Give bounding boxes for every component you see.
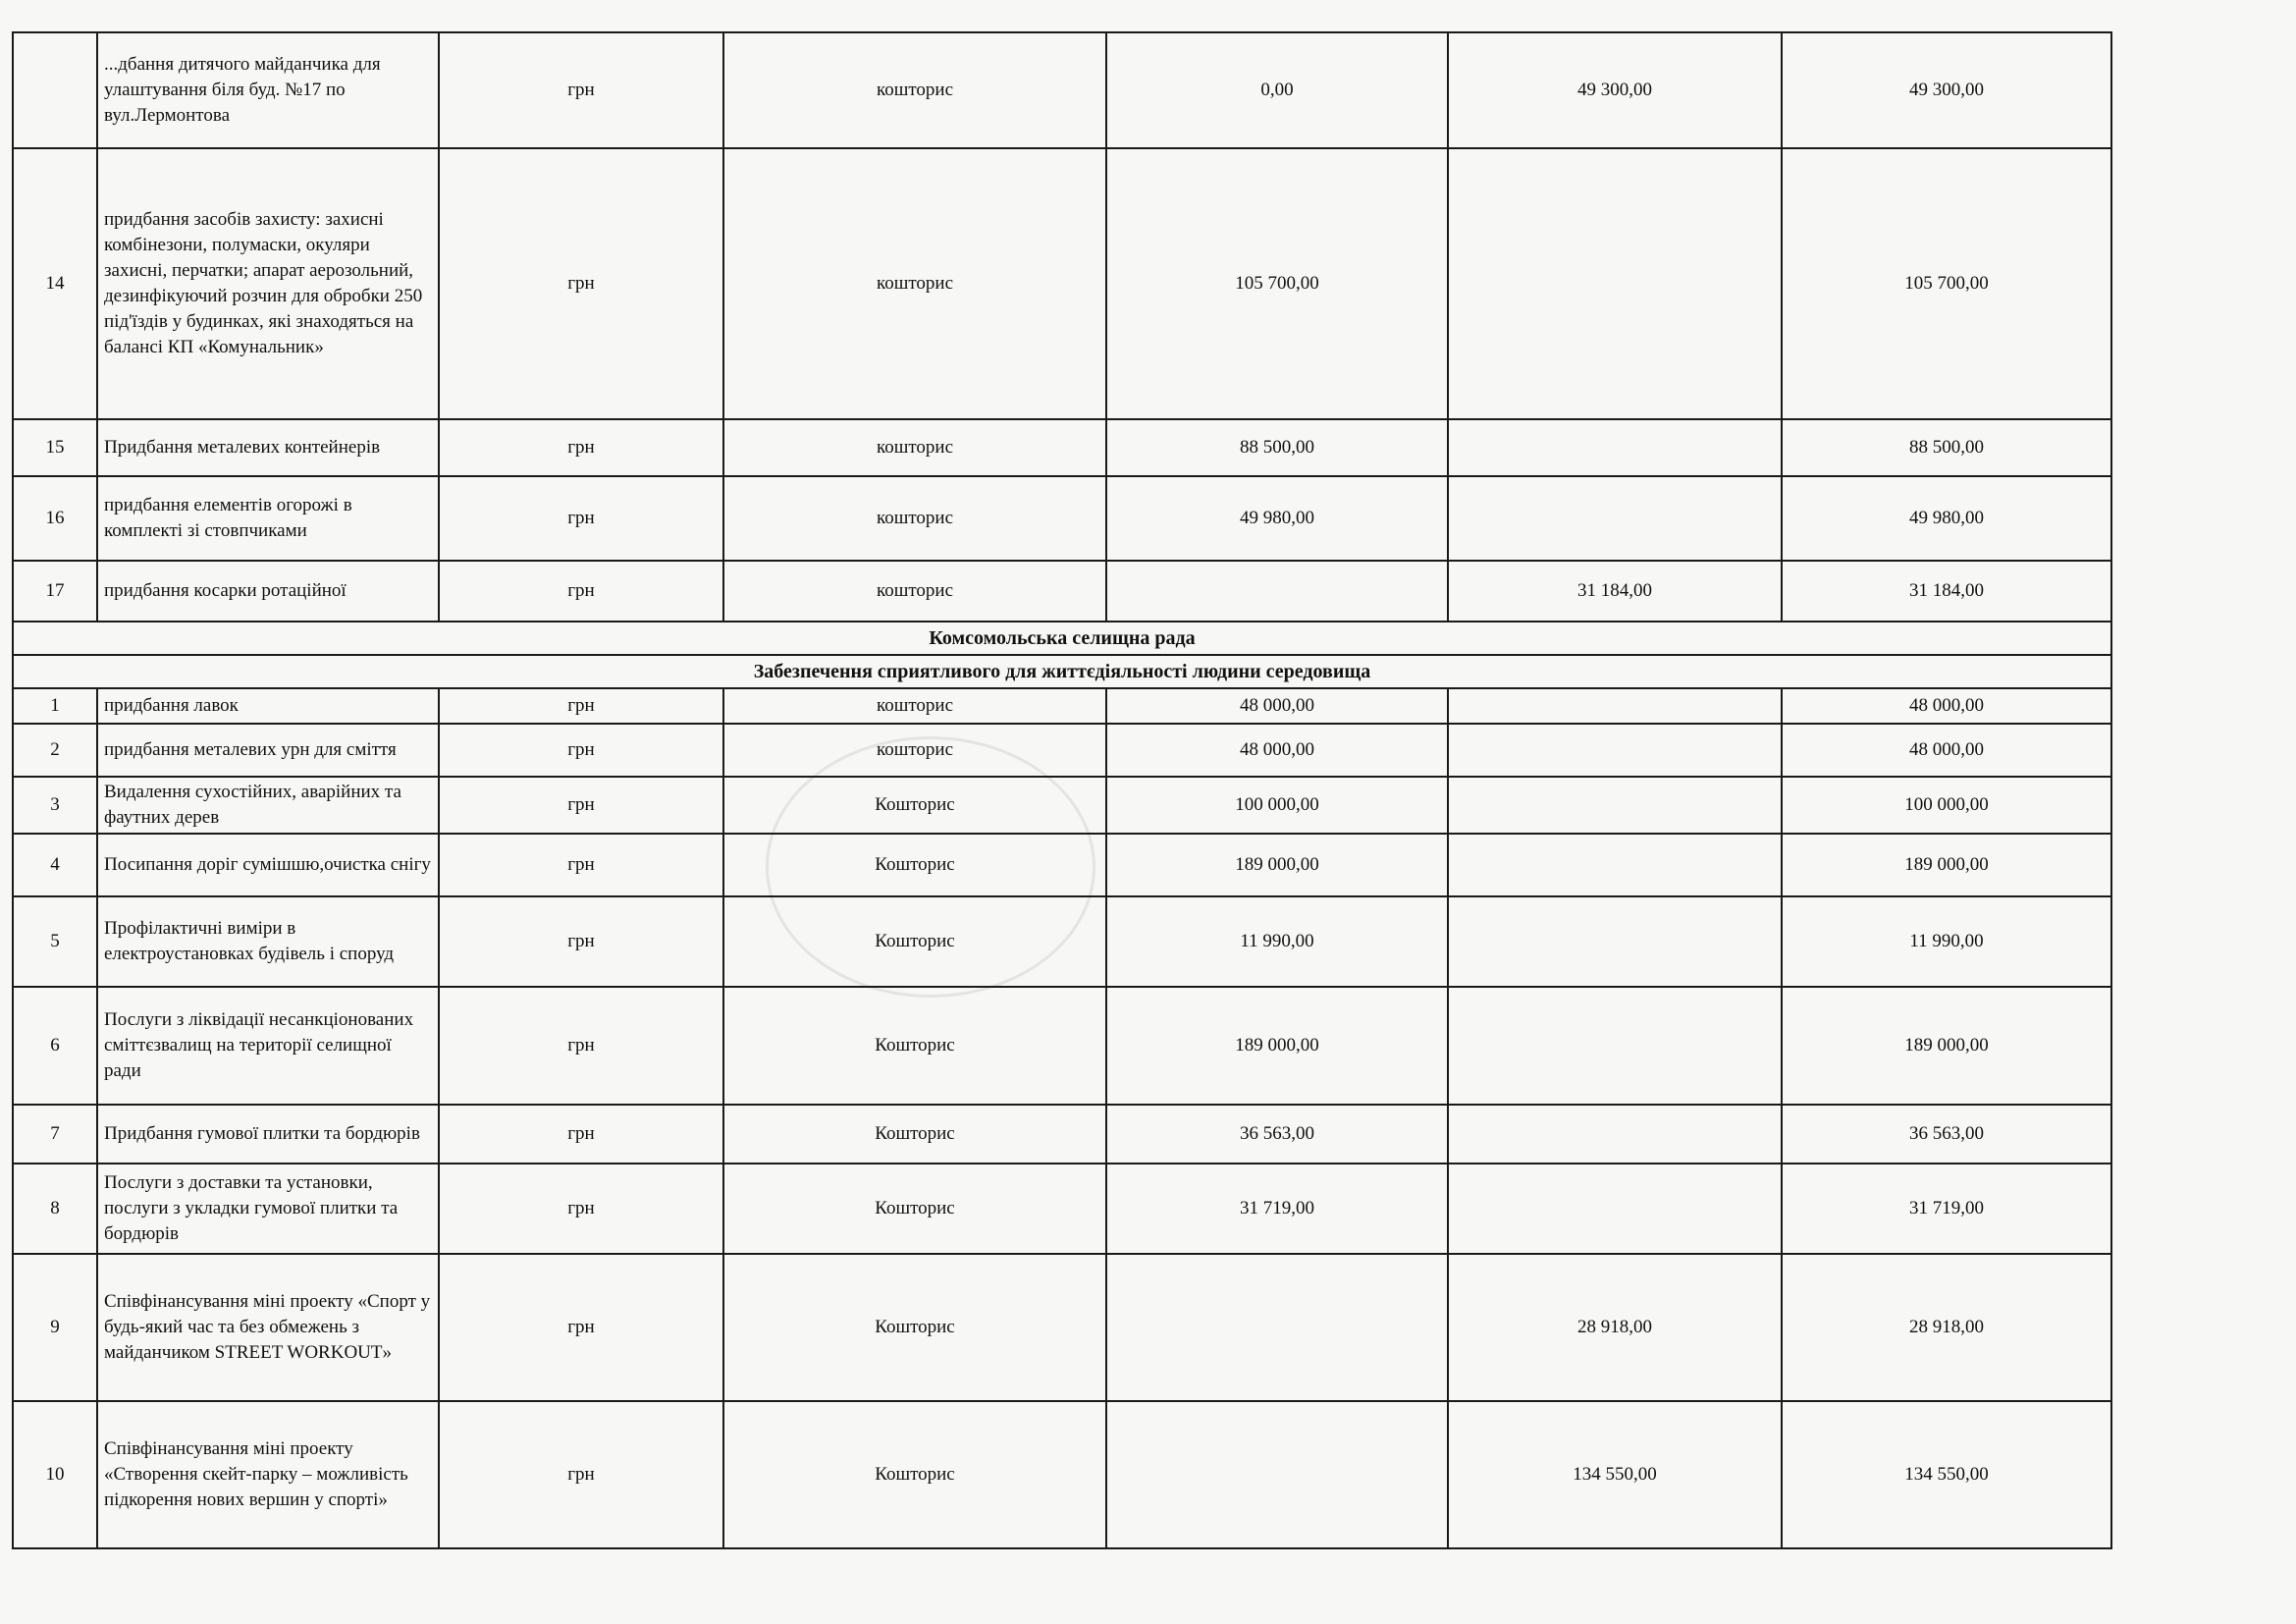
row-source: Кошторис <box>723 896 1106 987</box>
row-amount-b: 28 918,00 <box>1448 1254 1782 1401</box>
row-name: придбання косарки ротаційної <box>97 561 439 622</box>
row-name: Придбання металевих контейнерів <box>97 419 439 476</box>
row-total: 49 300,00 <box>1782 32 2111 148</box>
upper-rows <box>13 32 2111 622</box>
table-row <box>13 32 2111 148</box>
table-row <box>13 688 2111 724</box>
row-amount-a: 105 700,00 <box>1106 148 1448 419</box>
row-name: придбання засобів захисту: захисні комбінезони, полумаски, окуляри захисні, перчатки; апарат аерозольний, дезинфікуючий розчин для обробки 250 під'їздів у будинках, які знаходяться на балансі КП «Комунальник» <box>97 148 439 419</box>
row-name: ...дбання дитячого майданчика для улаштування біля буд. №17 по вул.Лермонтова <box>97 32 439 148</box>
row-amount-b <box>1448 1164 1782 1254</box>
row-name: Профілактичні виміри в електроустановках будівель і споруд <box>97 896 439 987</box>
table-row <box>13 1164 2111 1254</box>
row-number: 1 <box>13 688 97 724</box>
table-row <box>13 987 2111 1105</box>
row-amount-b <box>1448 419 1782 476</box>
row-unit: грн <box>439 987 723 1105</box>
row-amount-a: 100 000,00 <box>1106 777 1448 834</box>
row-total: 11 990,00 <box>1782 896 2111 987</box>
row-number: 7 <box>13 1105 97 1164</box>
row-amount-b <box>1448 987 1782 1105</box>
row-name: Посипання доріг сумішшю,очистка снігу <box>97 834 439 896</box>
row-amount-b <box>1448 688 1782 724</box>
row-total: 189 000,00 <box>1782 834 2111 896</box>
table-row <box>13 724 2111 777</box>
row-unit: грн <box>439 896 723 987</box>
row-number <box>13 32 97 148</box>
row-amount-a: 49 980,00 <box>1106 476 1448 561</box>
lower-rows <box>13 688 2111 1548</box>
row-number: 14 <box>13 148 97 419</box>
row-name: придбання елементів огорожі в комплекті зі стовпчиками <box>97 476 439 561</box>
row-name: Послуги з доставки та установки, послуги з укладки гумової плитки та бордюрів <box>97 1164 439 1254</box>
budget-table <box>12 31 2112 1549</box>
row-total: 100 000,00 <box>1782 777 2111 834</box>
row-amount-b <box>1448 834 1782 896</box>
row-total: 189 000,00 <box>1782 987 2111 1105</box>
row-unit: грн <box>439 777 723 834</box>
row-name: придбання лавок <box>97 688 439 724</box>
row-number: 10 <box>13 1401 97 1548</box>
table-row <box>13 896 2111 987</box>
row-total: 105 700,00 <box>1782 148 2111 419</box>
row-unit: грн <box>439 419 723 476</box>
row-amount-a <box>1106 561 1448 622</box>
row-unit: грн <box>439 561 723 622</box>
row-number: 3 <box>13 777 97 834</box>
row-unit: грн <box>439 724 723 777</box>
row-number: 8 <box>13 1164 97 1254</box>
row-source: кошторис <box>723 724 1106 777</box>
row-amount-a: 189 000,00 <box>1106 987 1448 1105</box>
row-number: 16 <box>13 476 97 561</box>
table-row <box>13 476 2111 561</box>
row-amount-b: 31 184,00 <box>1448 561 1782 622</box>
row-source: кошторис <box>723 561 1106 622</box>
row-source: Кошторис <box>723 777 1106 834</box>
row-amount-a: 36 563,00 <box>1106 1105 1448 1164</box>
row-source: кошторис <box>723 688 1106 724</box>
row-amount-b: 134 550,00 <box>1448 1401 1782 1548</box>
table-row <box>13 148 2111 419</box>
row-amount-b <box>1448 724 1782 777</box>
row-number: 5 <box>13 896 97 987</box>
table-row <box>13 777 2111 834</box>
row-unit: грн <box>439 1401 723 1548</box>
row-source: кошторис <box>723 32 1106 148</box>
row-name: Придбання гумової плитки та бордюрів <box>97 1105 439 1164</box>
section-heading-row <box>13 622 2111 655</box>
section-headings <box>13 622 2111 688</box>
row-total: 31 184,00 <box>1782 561 2111 622</box>
row-total: 48 000,00 <box>1782 688 2111 724</box>
row-source: кошторис <box>723 476 1106 561</box>
row-source: Кошторис <box>723 834 1106 896</box>
row-source: Кошторис <box>723 1164 1106 1254</box>
row-amount-a <box>1106 1254 1448 1401</box>
row-unit: грн <box>439 688 723 724</box>
row-number: 17 <box>13 561 97 622</box>
table-row <box>13 1401 2111 1548</box>
row-amount-b <box>1448 148 1782 419</box>
row-amount-b <box>1448 476 1782 561</box>
row-amount-a: 31 719,00 <box>1106 1164 1448 1254</box>
row-source: кошторис <box>723 148 1106 419</box>
row-number: 15 <box>13 419 97 476</box>
row-total: 31 719,00 <box>1782 1164 2111 1254</box>
row-amount-b <box>1448 777 1782 834</box>
row-source: Кошторис <box>723 1105 1106 1164</box>
row-amount-a: 48 000,00 <box>1106 688 1448 724</box>
row-total: 134 550,00 <box>1782 1401 2111 1548</box>
row-number: 6 <box>13 987 97 1105</box>
row-total: 48 000,00 <box>1782 724 2111 777</box>
row-amount-a: 48 000,00 <box>1106 724 1448 777</box>
row-amount-b <box>1448 1105 1782 1164</box>
row-name: Співфінансування міні проекту «Створення скейт-парку – можливість підкорення нових вершин у спорті» <box>97 1401 439 1548</box>
row-name: придбання металевих урн для сміття <box>97 724 439 777</box>
row-source: Кошторис <box>723 1401 1106 1548</box>
row-total: 28 918,00 <box>1782 1254 2111 1401</box>
row-name: Співфінансування міні проекту «Спорт у будь-який час та без обмежень з майданчиком STREET WORKOUT» <box>97 1254 439 1401</box>
row-unit: грн <box>439 148 723 419</box>
row-unit: грн <box>439 834 723 896</box>
row-unit: грн <box>439 1164 723 1254</box>
row-unit: грн <box>439 32 723 148</box>
row-source: Кошторис <box>723 1254 1106 1401</box>
row-amount-a: 0,00 <box>1106 32 1448 148</box>
row-unit: грн <box>439 476 723 561</box>
row-amount-a: 189 000,00 <box>1106 834 1448 896</box>
row-source: Кошторис <box>723 987 1106 1105</box>
table-row <box>13 561 2111 622</box>
row-name: Видалення сухостійних, аварійних та фаутних дерев <box>97 777 439 834</box>
row-total: 36 563,00 <box>1782 1105 2111 1164</box>
row-amount-a <box>1106 1401 1448 1548</box>
row-name: Послуги з ліквідації несанкціонованих сміттєзвалищ на території селищної ради <box>97 987 439 1105</box>
row-number: 9 <box>13 1254 97 1401</box>
row-number: 4 <box>13 834 97 896</box>
table-row <box>13 1105 2111 1164</box>
row-amount-a: 88 500,00 <box>1106 419 1448 476</box>
table-row <box>13 834 2111 896</box>
section-title: Комсомольська селищна рада <box>13 622 2111 655</box>
subsection-heading-row <box>13 655 2111 688</box>
table-row <box>13 1254 2111 1401</box>
row-unit: грн <box>439 1105 723 1164</box>
table-row <box>13 419 2111 476</box>
row-number: 2 <box>13 724 97 777</box>
row-source: кошторис <box>723 419 1106 476</box>
row-amount-b <box>1448 896 1782 987</box>
row-total: 88 500,00 <box>1782 419 2111 476</box>
row-unit: грн <box>439 1254 723 1401</box>
row-amount-b: 49 300,00 <box>1448 32 1782 148</box>
subsection-title: Забезпечення сприятливого для життєдіяльності людини середовища <box>13 655 2111 688</box>
row-amount-a: 11 990,00 <box>1106 896 1448 987</box>
row-total: 49 980,00 <box>1782 476 2111 561</box>
